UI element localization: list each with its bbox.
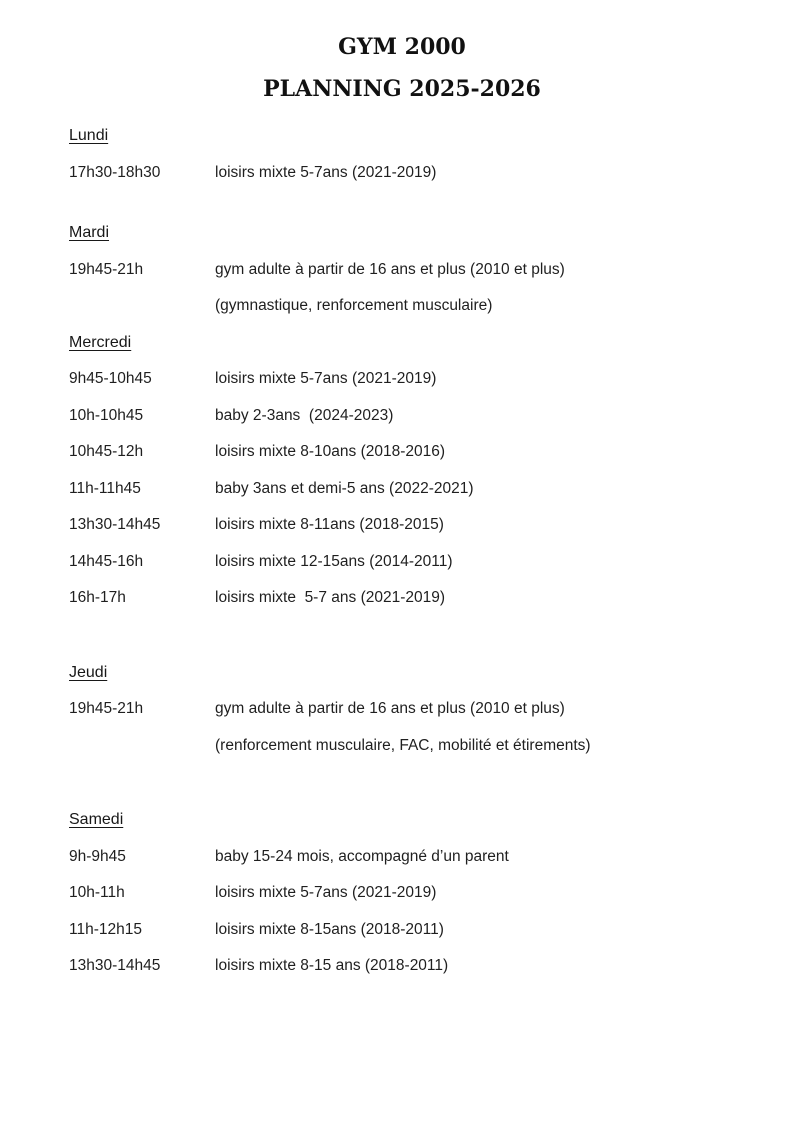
day-heading: Lundi <box>69 127 109 144</box>
activity-label: baby 3ans et demi-5 ans (2022-2021) <box>215 479 474 497</box>
activity-label: loisirs mixte 5-7ans (2021-2019) <box>215 884 437 901</box>
time-range: 11h-11h45 <box>69 479 141 497</box>
day-heading: Mardi <box>69 224 110 241</box>
day-section <box>69 118 744 191</box>
time-range: 11h-12h15 <box>69 920 142 938</box>
day-rows <box>69 361 744 617</box>
schedule-row <box>69 361 744 398</box>
time-range: 14h45-16h <box>69 552 144 570</box>
day-section <box>69 655 744 765</box>
day-heading: Samedi <box>69 811 124 828</box>
time-range: 9h-9h45 <box>69 847 126 865</box>
schedule-row <box>69 839 744 876</box>
schedule-row <box>69 580 744 617</box>
document-title: GYM 2000 <box>338 34 466 60</box>
day-heading: Jeudi <box>69 663 108 681</box>
activity-label: baby 15-24 mois, accompagné d’un parent <box>215 847 509 865</box>
schedule-row <box>69 252 744 289</box>
activity-label: gym adulte à partir de 16 ans et plus (2010 et plus) <box>215 700 565 717</box>
schedule-row <box>69 288 744 325</box>
time-range: 10h45-12h <box>69 443 144 460</box>
time-range: 17h30-18h30 <box>69 163 161 181</box>
day-section <box>69 215 744 325</box>
activity-label: loisirs mixte 8-10ans (2018-2016) <box>215 443 446 460</box>
schedule-row <box>69 948 744 985</box>
document-subtitle: PLANNING 2025-2026 <box>263 76 541 102</box>
time-range: 10h-10h45 <box>69 406 144 424</box>
day-rows <box>69 839 744 985</box>
schedule-row <box>69 155 744 192</box>
schedule-row <box>69 691 744 728</box>
activity-label: baby 2-3ans (2024-2023) <box>215 406 394 424</box>
day-rows <box>69 691 744 764</box>
schedule-row <box>69 912 744 949</box>
schedule-row <box>69 398 744 435</box>
activity-label: (renforcement musculaire, FAC, mobilité et étirements) <box>215 736 591 754</box>
schedule <box>69 118 744 985</box>
time-range: 13h30-14h45 <box>69 516 161 533</box>
schedule-row <box>69 544 744 581</box>
activity-label: loisirs mixte 8-15 ans (2018-2011) <box>215 957 449 974</box>
schedule-row <box>69 434 744 471</box>
schedule-row <box>69 507 744 544</box>
day-rows <box>69 252 744 325</box>
activity-label: loisirs mixte 8-15ans (2018-2011) <box>215 920 444 938</box>
day-section <box>69 802 744 985</box>
time-range: 19h45-21h <box>69 260 144 278</box>
schedule-row <box>69 728 744 765</box>
day-section <box>69 325 744 617</box>
activity-label: gym adulte à partir de 16 ans et plus (2010 et plus) <box>215 260 565 278</box>
time-range: 16h-17h <box>69 589 126 606</box>
day-heading: Mercredi <box>69 333 132 351</box>
time-range: 19h45-21h <box>69 700 144 717</box>
activity-label: loisirs mixte 5-7ans (2021-2019) <box>215 163 437 181</box>
time-range: 13h30-14h45 <box>69 957 161 974</box>
day-rows <box>69 155 744 192</box>
activity-label: (gymnastique, renforcement musculaire) <box>215 297 493 314</box>
activity-label: loisirs mixte 12-15ans (2014-2011) <box>215 552 453 570</box>
schedule-row <box>69 471 744 508</box>
time-range: 9h45-10h45 <box>69 370 152 387</box>
time-range: 10h-11h <box>69 884 125 901</box>
activity-label: loisirs mixte 5-7 ans (2021-2019) <box>215 589 446 606</box>
schedule-row <box>69 875 744 912</box>
activity-label: loisirs mixte 8-11ans (2018-2015) <box>215 516 444 533</box>
activity-label: loisirs mixte 5-7ans (2021-2019) <box>215 370 437 387</box>
